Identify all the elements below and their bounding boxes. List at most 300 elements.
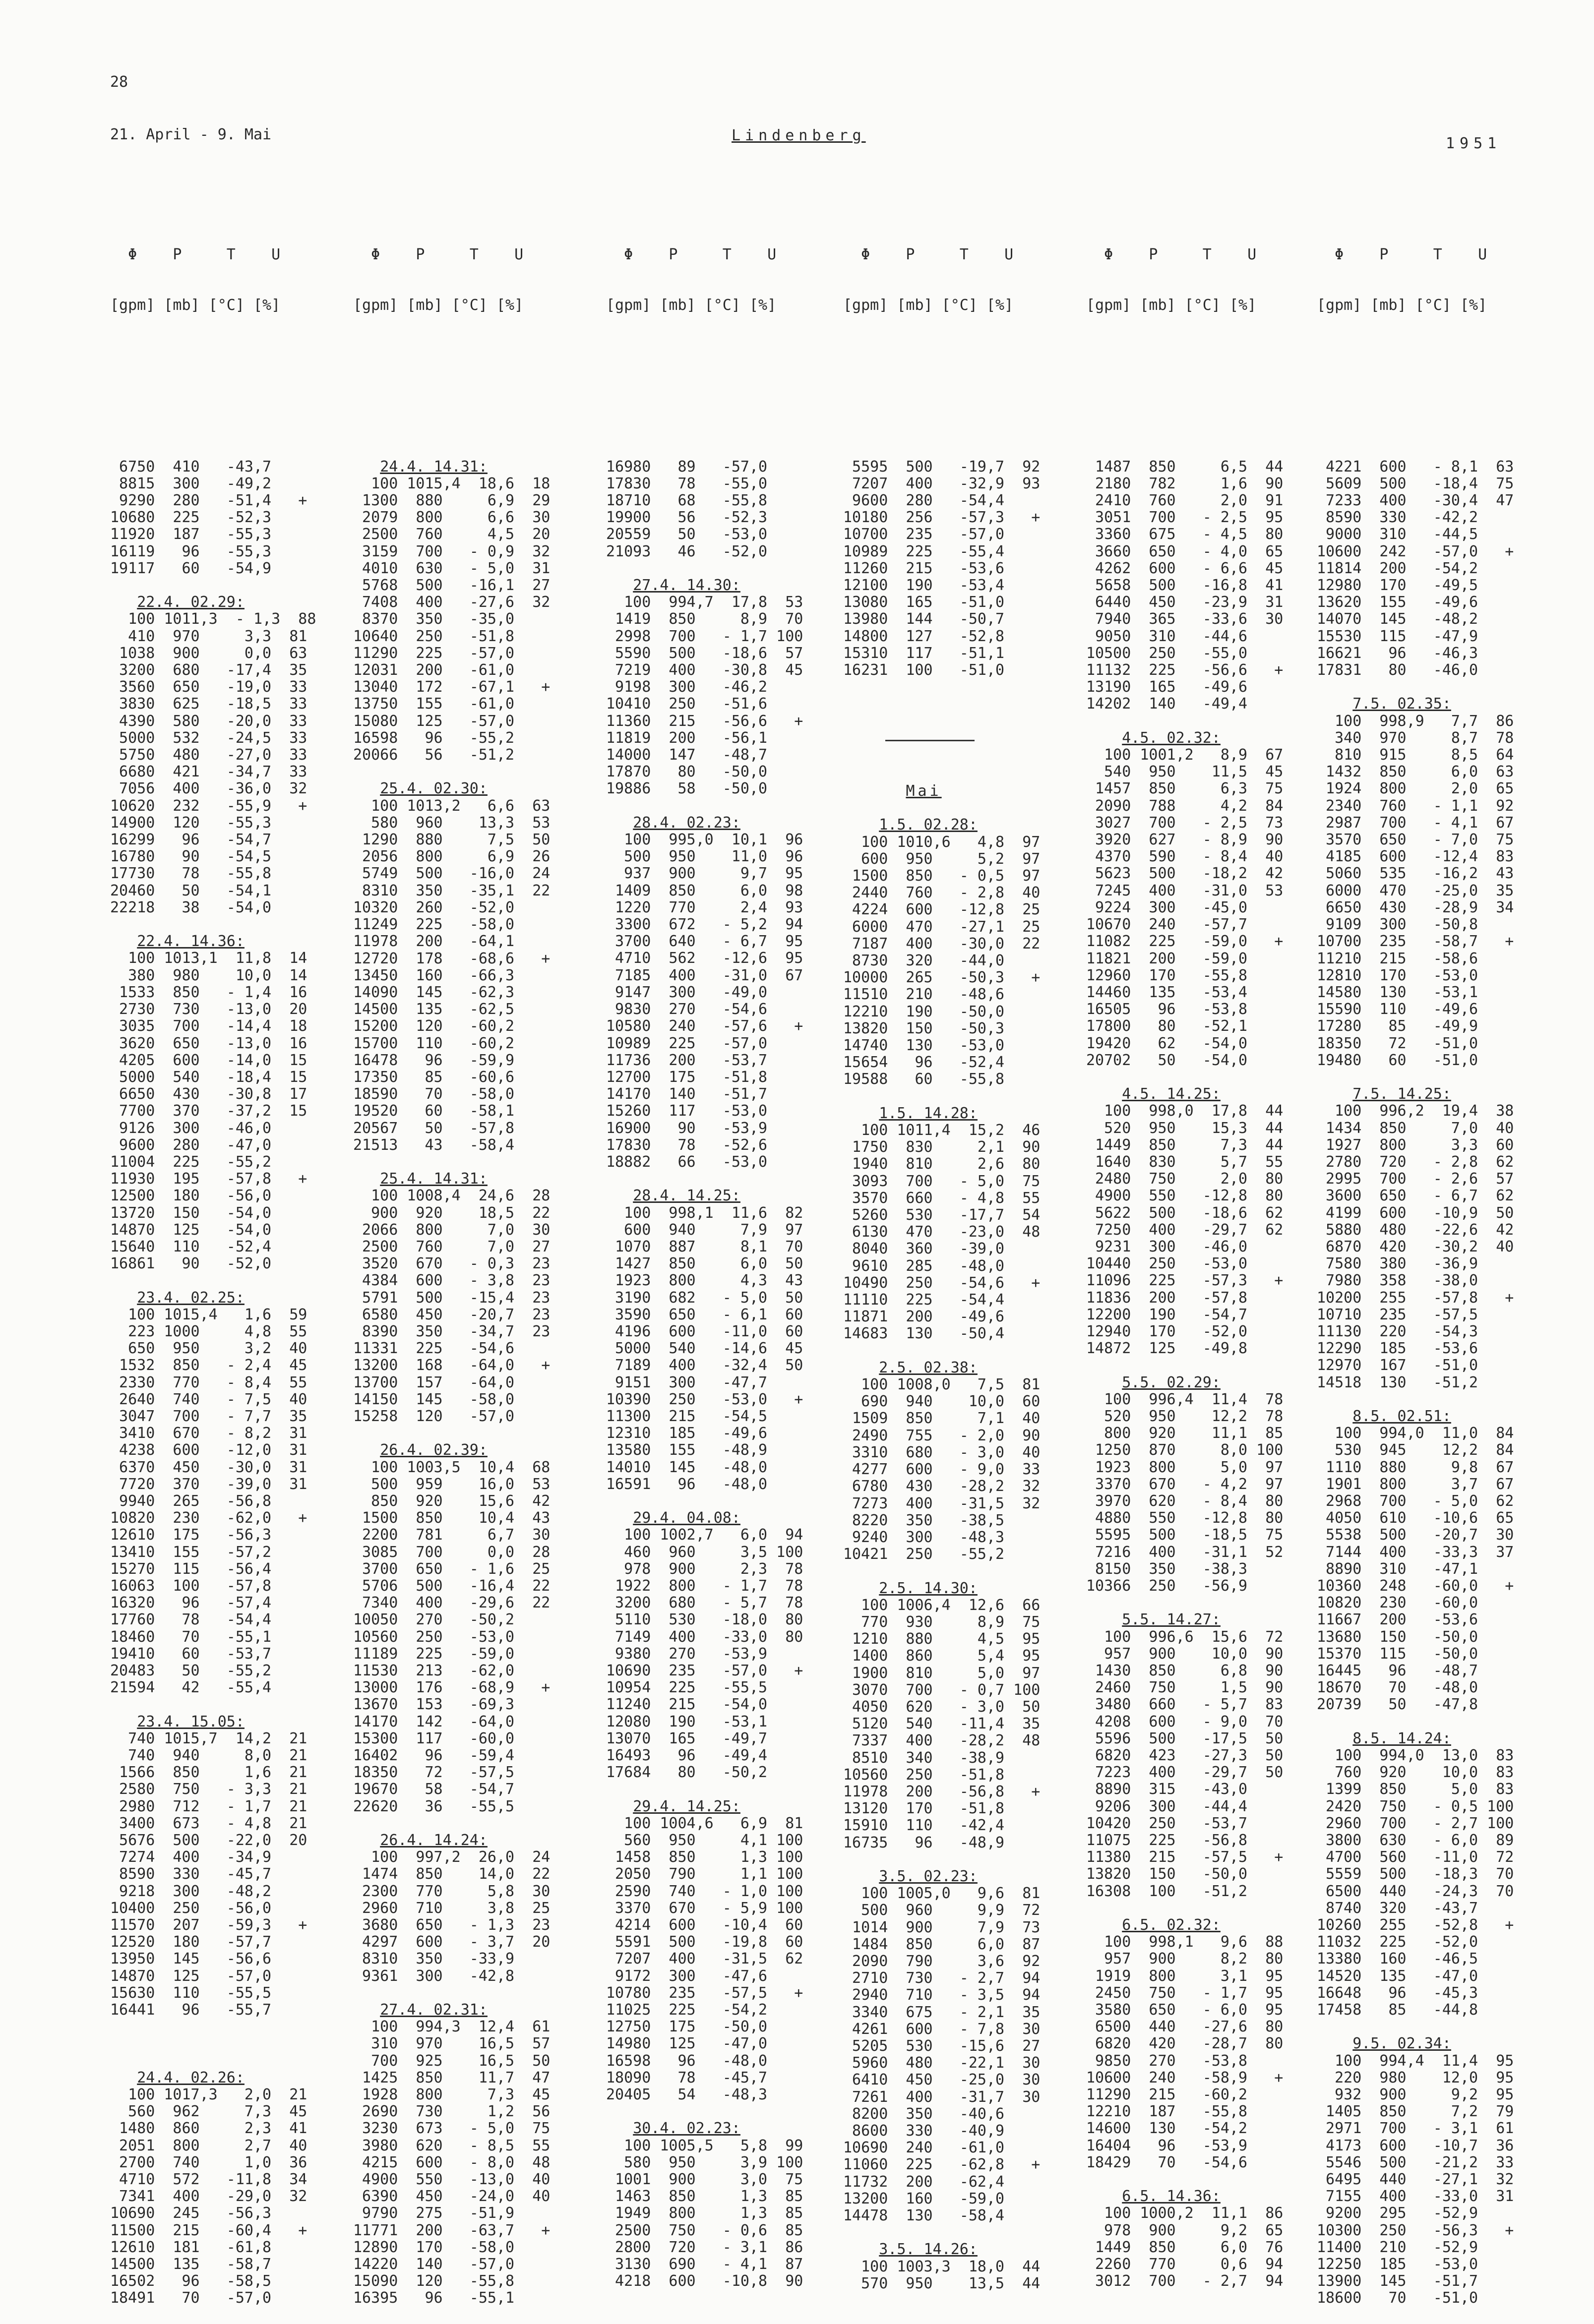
column-units: [gpm] [mb] [°C] [%] bbox=[1086, 297, 1257, 314]
sounding-heading: 3.5. 14.26: bbox=[879, 2241, 978, 2259]
data-row: 4238 600 -12,0 31 bbox=[110, 1441, 307, 1459]
data-row: 1070 887 8,1 70 bbox=[606, 1238, 803, 1255]
data-row: 12210 190 -50,0 bbox=[843, 1003, 1005, 1020]
column-header bbox=[1086, 212, 1283, 348]
data-row: 14170 140 -51,7 bbox=[606, 1085, 768, 1103]
sounding-heading: 30.4. 02.23: bbox=[633, 2120, 740, 2138]
data-row: 1430 850 6,8 90 bbox=[1086, 1662, 1284, 1679]
data-row: 16598 96 -55,2 bbox=[353, 729, 515, 747]
data-row: 100 1005,0 9,6 81 bbox=[843, 1885, 1041, 1903]
data-row: 3480 660 - 5,7 83 bbox=[1086, 1696, 1284, 1714]
data-row: 6130 470 -23,0 48 bbox=[843, 1223, 1041, 1241]
data-row: 11814 200 -54,2 bbox=[1317, 559, 1478, 577]
data-row: 13670 153 -69,3 bbox=[353, 1696, 515, 1714]
data-row: 10260 255 -52,8 + bbox=[1317, 1916, 1514, 1934]
data-row: 13680 150 -50,0 bbox=[1317, 1628, 1478, 1646]
data-row: 14520 135 -47,0 bbox=[1317, 1967, 1478, 1985]
data-row: 10440 250 -53,0 bbox=[1086, 1255, 1248, 1273]
data-row: 5590 500 -18,6 57 bbox=[606, 644, 803, 662]
data-row: 4218 600 -10,8 90 bbox=[606, 2272, 803, 2290]
data-row: 19588 60 -55,8 bbox=[843, 1071, 1005, 1088]
data-row: 1038 900 0,0 63 bbox=[110, 644, 307, 662]
data-row: 5623 500 -18,2 42 bbox=[1086, 865, 1284, 883]
sounding-heading: 28.4. 02.23: bbox=[633, 814, 740, 832]
data-row: 1014 900 7,9 73 bbox=[843, 1918, 1041, 1936]
data-row: 540 950 11,5 45 bbox=[1086, 763, 1284, 781]
column-rows bbox=[353, 441, 550, 2307]
data-row: 100 1013,2 6,6 63 bbox=[353, 797, 551, 815]
data-row: 1427 850 6,0 50 bbox=[606, 1255, 803, 1273]
data-row: 5960 480 -22,1 30 bbox=[843, 2054, 1041, 2072]
data-row: 690 940 10,0 60 bbox=[843, 1393, 1041, 1411]
data-row: 2200 781 6,7 30 bbox=[353, 1526, 551, 1544]
data-row: 100 1003,5 10,4 68 bbox=[353, 1458, 551, 1476]
data-row: 5260 530 -17,7 54 bbox=[843, 1206, 1041, 1224]
data-row: 12210 187 -55,8 bbox=[1086, 2103, 1248, 2121]
data-row: 19117 60 -54,9 bbox=[110, 559, 272, 577]
data-row: 14580 130 -53,1 bbox=[1317, 983, 1478, 1001]
data-row: 11331 225 -54,6 bbox=[353, 1340, 515, 1358]
data-row: 11110 225 -54,4 bbox=[843, 1291, 1005, 1309]
data-row: 19480 60 -51,0 bbox=[1317, 1051, 1478, 1069]
data-row: 460 960 3,5 100 bbox=[606, 1543, 803, 1561]
data-row: 15260 117 -53,0 bbox=[606, 1102, 768, 1120]
data-row: 10490 250 -54,6 + bbox=[843, 1274, 1041, 1292]
month-heading: Mai bbox=[906, 782, 942, 800]
spacer bbox=[606, 798, 803, 815]
data-row: 760 920 10,0 83 bbox=[1317, 1764, 1514, 1782]
data-row: 18710 68 -55,8 bbox=[606, 492, 768, 510]
data-row: 10410 250 -51,6 bbox=[606, 695, 768, 713]
spacer bbox=[1086, 441, 1283, 458]
data-row: 7720 370 -39,0 31 bbox=[110, 1475, 307, 1493]
data-row: 3520 670 - 0,3 23 bbox=[353, 1255, 551, 1273]
data-row: 1474 850 14,0 22 bbox=[353, 1865, 551, 1883]
data-row: 6440 450 -23,9 31 bbox=[1086, 594, 1284, 611]
data-row: 100 1002,7 6,0 94 bbox=[606, 1526, 803, 1544]
data-row: 7185 400 -31,0 67 bbox=[606, 966, 803, 984]
data-row: 100 1017,3 2,0 21 bbox=[110, 2086, 307, 2104]
data-row: 15200 120 -60,2 bbox=[353, 1017, 515, 1035]
spacer bbox=[1086, 2171, 1283, 2188]
data-row: 560 950 4,1 100 bbox=[606, 1832, 803, 1849]
data-row: 15530 115 -47,9 bbox=[1317, 627, 1478, 645]
data-row: 800 920 11,1 85 bbox=[1086, 1425, 1284, 1442]
data-row: 10580 240 -57,6 + bbox=[606, 1017, 803, 1035]
sounding-heading: 6.5. 14.36: bbox=[1122, 2188, 1221, 2205]
data-row: 4199 600 -10,9 50 bbox=[1317, 1204, 1514, 1222]
data-row: 900 920 18,5 22 bbox=[353, 1204, 551, 1222]
data-row: 600 950 5,2 97 bbox=[843, 850, 1041, 868]
sounding-heading: 22.4. 02.29: bbox=[137, 594, 245, 611]
data-row: 13200 160 -59,0 bbox=[843, 2190, 1005, 2207]
data-row: 3970 620 - 8,4 80 bbox=[1086, 1492, 1284, 1510]
spacer bbox=[1317, 1069, 1514, 1086]
data-row: 19520 60 -58,1 bbox=[353, 1102, 515, 1120]
sounding-heading: 1.5. 02.28: bbox=[879, 816, 978, 834]
data-row: 100 1008,0 7,5 81 bbox=[843, 1376, 1041, 1394]
data-row: 7273 400 -31,5 32 bbox=[843, 1494, 1041, 1512]
data-row: 2330 770 - 8,4 55 bbox=[110, 1373, 307, 1391]
data-row: 3830 625 -18,5 33 bbox=[110, 695, 307, 713]
data-row: 14460 135 -53,4 bbox=[1086, 983, 1248, 1001]
data-column-6 bbox=[1317, 179, 1514, 2324]
data-row: 8890 310 -47,1 bbox=[1317, 1560, 1478, 1578]
data-row: 10954 225 -55,5 bbox=[606, 1679, 768, 1697]
data-row: 2500 760 7,0 27 bbox=[353, 1238, 551, 1255]
data-row: 12750 175 -50,0 bbox=[606, 2018, 768, 2036]
data-row: 580 960 13,3 53 bbox=[353, 814, 551, 832]
spacer bbox=[353, 1154, 550, 1171]
data-row: 7233 400 -30,4 47 bbox=[1317, 492, 1514, 510]
data-row: 2590 740 - 1,0 100 bbox=[606, 1882, 803, 1900]
data-row: 1250 870 8,0 100 bbox=[1086, 1441, 1284, 1459]
data-row: 15640 110 -52,4 bbox=[110, 1238, 272, 1255]
data-row: 3620 650 -13,0 16 bbox=[110, 1034, 307, 1052]
data-row: 7223 400 -29,7 50 bbox=[1086, 1764, 1284, 1782]
data-row: 5750 480 -27,0 33 bbox=[110, 746, 307, 764]
sounding-heading: 22.4. 14.36: bbox=[137, 933, 245, 951]
column-header bbox=[110, 212, 316, 348]
data-row: 1509 850 7,1 40 bbox=[843, 1410, 1041, 1428]
data-row: 7187 400 -30,0 22 bbox=[843, 935, 1041, 953]
data-row: 16621 96 -46,3 bbox=[1317, 644, 1478, 662]
data-row: 3093 700 - 5,0 75 bbox=[843, 1172, 1041, 1190]
data-row: 16900 90 -53,9 bbox=[606, 1119, 768, 1137]
sounding-heading: 4.5. 14.25: bbox=[1122, 1085, 1221, 1103]
data-row: 17870 80 -50,0 bbox=[606, 763, 768, 781]
column-symbols: Φ P T U bbox=[843, 245, 1014, 263]
data-row: 5749 500 -16,0 24 bbox=[353, 865, 551, 883]
data-row: 2420 750 - 0,5 100 bbox=[1317, 1797, 1514, 1815]
spacer bbox=[606, 1493, 803, 1510]
data-row: 4261 600 - 7,8 30 bbox=[843, 2020, 1041, 2038]
data-row: 3200 680 - 5,7 78 bbox=[606, 1594, 803, 1612]
spacer bbox=[110, 1696, 316, 1713]
data-row: 3230 673 - 5,0 75 bbox=[353, 2120, 551, 2138]
sounding-heading: 6.5. 02.32: bbox=[1122, 1916, 1221, 1934]
data-row: 10360 248 -60,0 + bbox=[1317, 1577, 1514, 1595]
data-row: 11930 195 -57,8 + bbox=[110, 1170, 307, 1188]
data-row: 3680 650 - 1,3 23 bbox=[353, 1916, 551, 1934]
data-row: 2066 800 7,0 30 bbox=[353, 1221, 551, 1239]
data-row: 10600 242 -57,0 + bbox=[1317, 542, 1514, 560]
data-row: 11189 225 -59,0 bbox=[353, 1645, 515, 1663]
column-rows bbox=[110, 441, 316, 2307]
data-row: 20559 50 -53,0 bbox=[606, 526, 768, 543]
data-row: 17458 85 -44,8 bbox=[1317, 2001, 1478, 2019]
sounding-heading: 4.5. 02.32: bbox=[1122, 729, 1221, 747]
data-row: 2440 760 - 2,8 40 bbox=[843, 884, 1041, 902]
data-row: 4262 600 - 6,6 45 bbox=[1086, 559, 1284, 577]
data-row: 100 1004,6 6,9 81 bbox=[606, 1814, 803, 1832]
data-row: 4050 620 - 3,0 50 bbox=[843, 1698, 1041, 1716]
data-row: 2580 750 - 3,3 21 bbox=[110, 1781, 307, 1798]
data-row: 7261 400 -31,7 30 bbox=[843, 2088, 1041, 2106]
data-row: 10690 245 -56,3 bbox=[110, 2205, 272, 2222]
data-row: 11300 215 -54,5 bbox=[606, 1407, 768, 1425]
data-row: 7207 400 -32,9 93 bbox=[843, 475, 1041, 492]
data-row: 9600 280 -54,4 bbox=[843, 492, 1005, 510]
data-row: 9380 270 -53,9 bbox=[606, 1645, 768, 1663]
data-row: 9109 300 -50,8 bbox=[1317, 916, 1478, 934]
data-row: 1458 850 1,3 100 bbox=[606, 1848, 803, 1866]
data-row: 3370 670 - 4,2 97 bbox=[1086, 1475, 1284, 1493]
data-row: 2090 788 4,2 84 bbox=[1086, 797, 1284, 815]
data-row: 11920 187 -55,3 bbox=[110, 526, 272, 543]
data-row: 1566 850 1,6 21 bbox=[110, 1764, 307, 1782]
data-row: 580 950 3,9 100 bbox=[606, 2153, 803, 2171]
data-row: 8510 340 -38,9 bbox=[843, 1749, 1005, 1767]
column-rows bbox=[606, 441, 803, 2290]
sounding-heading: 28.4. 14.25: bbox=[633, 1187, 740, 1205]
spacer bbox=[843, 696, 1040, 713]
data-row: 700 925 16,5 50 bbox=[353, 2052, 551, 2070]
station-title: Lindenberg bbox=[732, 127, 866, 144]
data-row: 11260 215 -53,6 bbox=[843, 559, 1005, 577]
data-row: 1500 850 10,4 43 bbox=[353, 1509, 551, 1527]
data-row: 18491 70 -57,0 bbox=[110, 2289, 272, 2307]
data-row: 100 1000,2 11,1 86 bbox=[1086, 2205, 1284, 2222]
data-row: 100 998,1 9,6 88 bbox=[1086, 1933, 1284, 1951]
spacer bbox=[110, 1272, 316, 1289]
data-row: 500 959 16,0 53 bbox=[353, 1475, 551, 1493]
data-row: 2800 720 - 3,1 86 bbox=[606, 2238, 803, 2256]
data-row: 18350 72 -57,5 bbox=[353, 1764, 515, 1782]
data-row: 7341 400 -29,0 32 bbox=[110, 2188, 307, 2205]
data-row: 12610 175 -56,3 bbox=[110, 1526, 272, 1544]
spacer bbox=[843, 1851, 1040, 1868]
data-row: 13000 176 -68,9 + bbox=[353, 1679, 551, 1697]
data-row: 2490 755 - 2,0 90 bbox=[843, 1427, 1041, 1444]
data-row: 11736 200 -53,7 bbox=[606, 1051, 768, 1069]
data-row: 7940 365 -33,6 30 bbox=[1086, 610, 1284, 628]
data-row: 11380 215 -57,5 + bbox=[1086, 1848, 1284, 1866]
data-row: 6820 423 -27,3 50 bbox=[1086, 1747, 1284, 1764]
data-row: 937 900 9,7 95 bbox=[606, 865, 803, 883]
data-row: 11871 200 -49,6 bbox=[843, 1308, 1005, 1326]
data-row: 1419 850 8,9 70 bbox=[606, 610, 803, 628]
data-row: 2987 700 - 4,1 67 bbox=[1317, 814, 1514, 832]
data-row: 18670 70 -48,0 bbox=[1317, 1679, 1478, 1697]
data-row: 1290 880 7,5 50 bbox=[353, 831, 551, 849]
data-row: 3600 650 - 6,7 62 bbox=[1317, 1187, 1514, 1205]
spacer bbox=[353, 764, 550, 780]
data-row: 310 970 16,5 57 bbox=[353, 2035, 551, 2053]
data-row: 14202 140 -49,4 bbox=[1086, 695, 1248, 713]
column-units: [gpm] [mb] [°C] [%] bbox=[110, 297, 281, 314]
data-row: 2998 700 - 1,7 100 bbox=[606, 627, 803, 645]
data-row: 100 1015,4 18,6 18 bbox=[353, 475, 551, 492]
data-row: 978 900 9,2 65 bbox=[1086, 2221, 1284, 2239]
data-row: 9231 300 -46,0 bbox=[1086, 1238, 1248, 1255]
data-row: 11290 215 -60,2 bbox=[1086, 2086, 1248, 2104]
data-row: 17760 78 -54,4 bbox=[110, 1611, 272, 1629]
data-row: 12080 190 -53,1 bbox=[606, 1713, 768, 1730]
data-row: 13950 145 -56,6 bbox=[110, 1950, 272, 1968]
data-row: 7155 400 -33,0 31 bbox=[1317, 2188, 1514, 2205]
data-row: 3310 680 - 3,0 40 bbox=[843, 1443, 1041, 1461]
data-row: 530 945 12,2 84 bbox=[1317, 1441, 1514, 1459]
data-row: 11500 215 -60,4 + bbox=[110, 2221, 307, 2239]
data-row: 2700 740 1,0 36 bbox=[110, 2153, 307, 2171]
data-row: 1405 850 7,2 79 bbox=[1317, 2103, 1514, 2121]
data-row: 11510 210 -48,6 bbox=[843, 986, 1005, 1004]
data-row: 10710 235 -57,5 bbox=[1317, 1306, 1478, 1323]
data-row: 16505 96 -53,8 bbox=[1086, 1001, 1248, 1018]
data-row: 17684 80 -50,2 bbox=[606, 1764, 768, 1782]
data-row: 100 998,9 7,7 86 bbox=[1317, 712, 1514, 730]
spacer bbox=[843, 441, 1040, 458]
data-row: 5595 500 -18,5 75 bbox=[1086, 1526, 1284, 1544]
sounding-heading: 2.5. 14.30: bbox=[879, 1579, 978, 1597]
data-row: 4384 600 - 3,8 23 bbox=[353, 1272, 551, 1290]
data-row: 8590 330 -42,2 bbox=[1317, 509, 1478, 527]
data-row: 1400 860 5,4 95 bbox=[843, 1647, 1041, 1665]
data-row: 3047 700 - 7,7 35 bbox=[110, 1407, 307, 1425]
data-row: 10820 230 -60,0 bbox=[1317, 1594, 1478, 1612]
data-row: 12720 178 -68,6 + bbox=[353, 950, 551, 967]
data-row: 17800 80 -52,1 bbox=[1086, 1017, 1248, 1035]
data-row: 1220 770 2,4 93 bbox=[606, 898, 803, 916]
data-row: 9830 270 -54,6 bbox=[606, 1001, 768, 1018]
column-units: [gpm] [mb] [°C] [%] bbox=[1317, 297, 1487, 314]
data-row: 100 994,4 11,4 95 bbox=[1317, 2052, 1514, 2070]
data-row: 9126 300 -46,0 bbox=[110, 1119, 272, 1137]
sounding-heading: 26.4. 02.39: bbox=[380, 1441, 488, 1459]
data-row: 14740 130 -53,0 bbox=[843, 1037, 1005, 1055]
data-row: 3920 627 - 8,9 90 bbox=[1086, 831, 1284, 849]
data-row: 7056 400 -36,0 32 bbox=[110, 780, 307, 798]
data-row: 13040 172 -67,1 + bbox=[353, 678, 551, 696]
data-row: 770 930 8,9 75 bbox=[843, 1613, 1041, 1631]
data-row: 3570 660 - 4,8 55 bbox=[843, 1189, 1041, 1207]
data-row: 8815 300 -49,2 bbox=[110, 475, 272, 492]
data-row: 12290 185 -53,6 bbox=[1317, 1340, 1478, 1358]
data-row: 6390 450 -24,0 40 bbox=[353, 2188, 551, 2205]
data-row: 100 1011,3 - 1,3 88 bbox=[110, 610, 316, 628]
data-row: 1425 850 11,7 47 bbox=[353, 2069, 551, 2086]
data-row: 14090 145 -62,3 bbox=[353, 983, 515, 1001]
data-row: 100 994,3 12,4 61 bbox=[353, 2018, 551, 2036]
data-row: 10560 250 -53,0 bbox=[353, 1628, 515, 1646]
data-row: 20739 50 -47,8 bbox=[1317, 1696, 1478, 1714]
data-row: 13620 155 -49,6 bbox=[1317, 594, 1478, 611]
data-row: 3360 675 - 4,5 80 bbox=[1086, 526, 1284, 543]
data-row: 14600 130 -54,2 bbox=[1086, 2120, 1248, 2138]
data-row: 12310 185 -49,6 bbox=[606, 1425, 768, 1442]
sounding-heading: 8.5. 02.51: bbox=[1352, 1407, 1451, 1425]
data-row: 7337 400 -28,2 48 bbox=[843, 1732, 1041, 1750]
data-row: 2090 790 3,6 92 bbox=[843, 1952, 1041, 1970]
spacer bbox=[1317, 2019, 1514, 2035]
data-row: 100 996,2 19,4 38 bbox=[1317, 1102, 1514, 1120]
data-row: 22218 38 -54,0 bbox=[110, 898, 272, 916]
data-row: 5596 500 -17,5 50 bbox=[1086, 1729, 1284, 1747]
data-row: 5538 500 -20,7 30 bbox=[1317, 1526, 1514, 1544]
data-row: 1001 900 3,0 75 bbox=[606, 2171, 803, 2189]
data-row: 8200 350 -40,6 bbox=[843, 2105, 1005, 2123]
data-row: 6650 430 -30,8 17 bbox=[110, 1085, 307, 1103]
data-row: 560 962 7,3 45 bbox=[110, 2103, 307, 2121]
data-row: 5000 540 -18,4 15 bbox=[110, 1068, 307, 1086]
data-row: 1480 860 2,3 41 bbox=[110, 2120, 307, 2138]
data-row: 11249 225 -58,0 bbox=[353, 916, 515, 934]
data-row: 7245 400 -31,0 53 bbox=[1086, 882, 1284, 899]
data-row: 18600 70 -51,0 bbox=[1317, 2289, 1478, 2307]
data-row: 10390 250 -53,0 + bbox=[606, 1390, 803, 1408]
data-row: 13080 165 -51,0 bbox=[843, 594, 1005, 611]
data-column-1 bbox=[110, 179, 316, 2324]
spacer bbox=[843, 1563, 1040, 1580]
sounding-heading: 2.5. 02.38: bbox=[879, 1359, 978, 1376]
data-row: 3012 700 - 2,7 94 bbox=[1086, 2272, 1284, 2290]
spacer bbox=[606, 441, 803, 458]
data-row: 5205 530 -15,6 27 bbox=[843, 2037, 1041, 2055]
data-row: 10180 256 -57,3 + bbox=[843, 509, 1041, 527]
data-row: 520 950 12,2 78 bbox=[1086, 1407, 1284, 1425]
data-row: 12980 170 -49,5 bbox=[1317, 577, 1478, 595]
data-row: 11732 200 -62,4 bbox=[843, 2173, 1005, 2191]
data-row: 6750 410 -43,7 bbox=[110, 458, 272, 476]
data-row: 22620 36 -55,5 bbox=[353, 1797, 515, 1815]
data-row: 3410 670 - 8,2 31 bbox=[110, 1425, 307, 1442]
data-row: 15090 120 -55,8 bbox=[353, 2272, 515, 2290]
data-column-5 bbox=[1086, 179, 1283, 2307]
data-row: 7189 400 -32,4 50 bbox=[606, 1357, 803, 1374]
data-row: 9290 280 -51,4 + bbox=[110, 492, 307, 510]
data-row: 3560 650 -19,0 33 bbox=[110, 678, 307, 696]
data-row: 12700 175 -51,8 bbox=[606, 1068, 768, 1086]
spacer bbox=[606, 560, 803, 577]
data-row: 13580 155 -48,9 bbox=[606, 1441, 768, 1459]
data-row: 11530 213 -62,0 bbox=[353, 1662, 515, 1679]
data-row: 4297 600 - 3,7 20 bbox=[353, 1933, 551, 1951]
spacer bbox=[606, 1781, 803, 1798]
data-row: 17730 78 -55,8 bbox=[110, 865, 272, 883]
data-row: 11025 225 -54,2 bbox=[606, 2001, 768, 2019]
data-row: 17830 78 -52,6 bbox=[606, 1136, 768, 1154]
data-row: 6410 450 -25,0 30 bbox=[843, 2071, 1041, 2089]
spacer bbox=[353, 1985, 550, 2002]
data-row: 8220 350 -38,5 bbox=[843, 1511, 1005, 1529]
data-row: 978 900 2,3 78 bbox=[606, 1560, 803, 1578]
data-row: 9218 300 -48,2 bbox=[110, 1882, 272, 1900]
data-row: 10300 250 -56,3 + bbox=[1317, 2221, 1514, 2239]
data-row: 2960 700 - 2,7 100 bbox=[1317, 1814, 1514, 1832]
data-row: 2980 712 - 1,7 21 bbox=[110, 1797, 307, 1815]
data-row: 1484 850 6,0 87 bbox=[843, 1935, 1041, 1953]
spacer bbox=[353, 441, 550, 458]
spacer bbox=[1086, 1069, 1283, 1086]
data-row: 5559 500 -18,3 70 bbox=[1317, 1865, 1514, 1883]
data-row: 2960 710 3,8 25 bbox=[353, 1899, 551, 1917]
data-row: 14872 125 -49,8 bbox=[1086, 1340, 1248, 1358]
sounding-heading: 26.4. 14.24: bbox=[380, 1832, 488, 1849]
data-row: 2050 790 1,1 100 bbox=[606, 1865, 803, 1883]
data-row: 3200 680 -17,4 35 bbox=[110, 661, 307, 679]
data-row: 7144 400 -33,3 37 bbox=[1317, 1543, 1514, 1561]
data-row: 13980 144 -50,7 bbox=[843, 610, 1005, 628]
date-range: 21. April - 9. Mai bbox=[110, 126, 272, 143]
column-symbols: Φ P T U bbox=[606, 245, 777, 263]
data-row: 16478 96 -59,9 bbox=[353, 1051, 515, 1069]
data-row: 1449 850 7,3 44 bbox=[1086, 1136, 1284, 1154]
data-row: 10820 230 -62,0 + bbox=[110, 1509, 307, 1527]
data-row: 4173 600 -10,7 36 bbox=[1317, 2137, 1514, 2154]
data-row: 100 1006,4 12,6 66 bbox=[843, 1596, 1041, 1614]
data-row: 14500 135 -58,7 bbox=[110, 2256, 272, 2273]
